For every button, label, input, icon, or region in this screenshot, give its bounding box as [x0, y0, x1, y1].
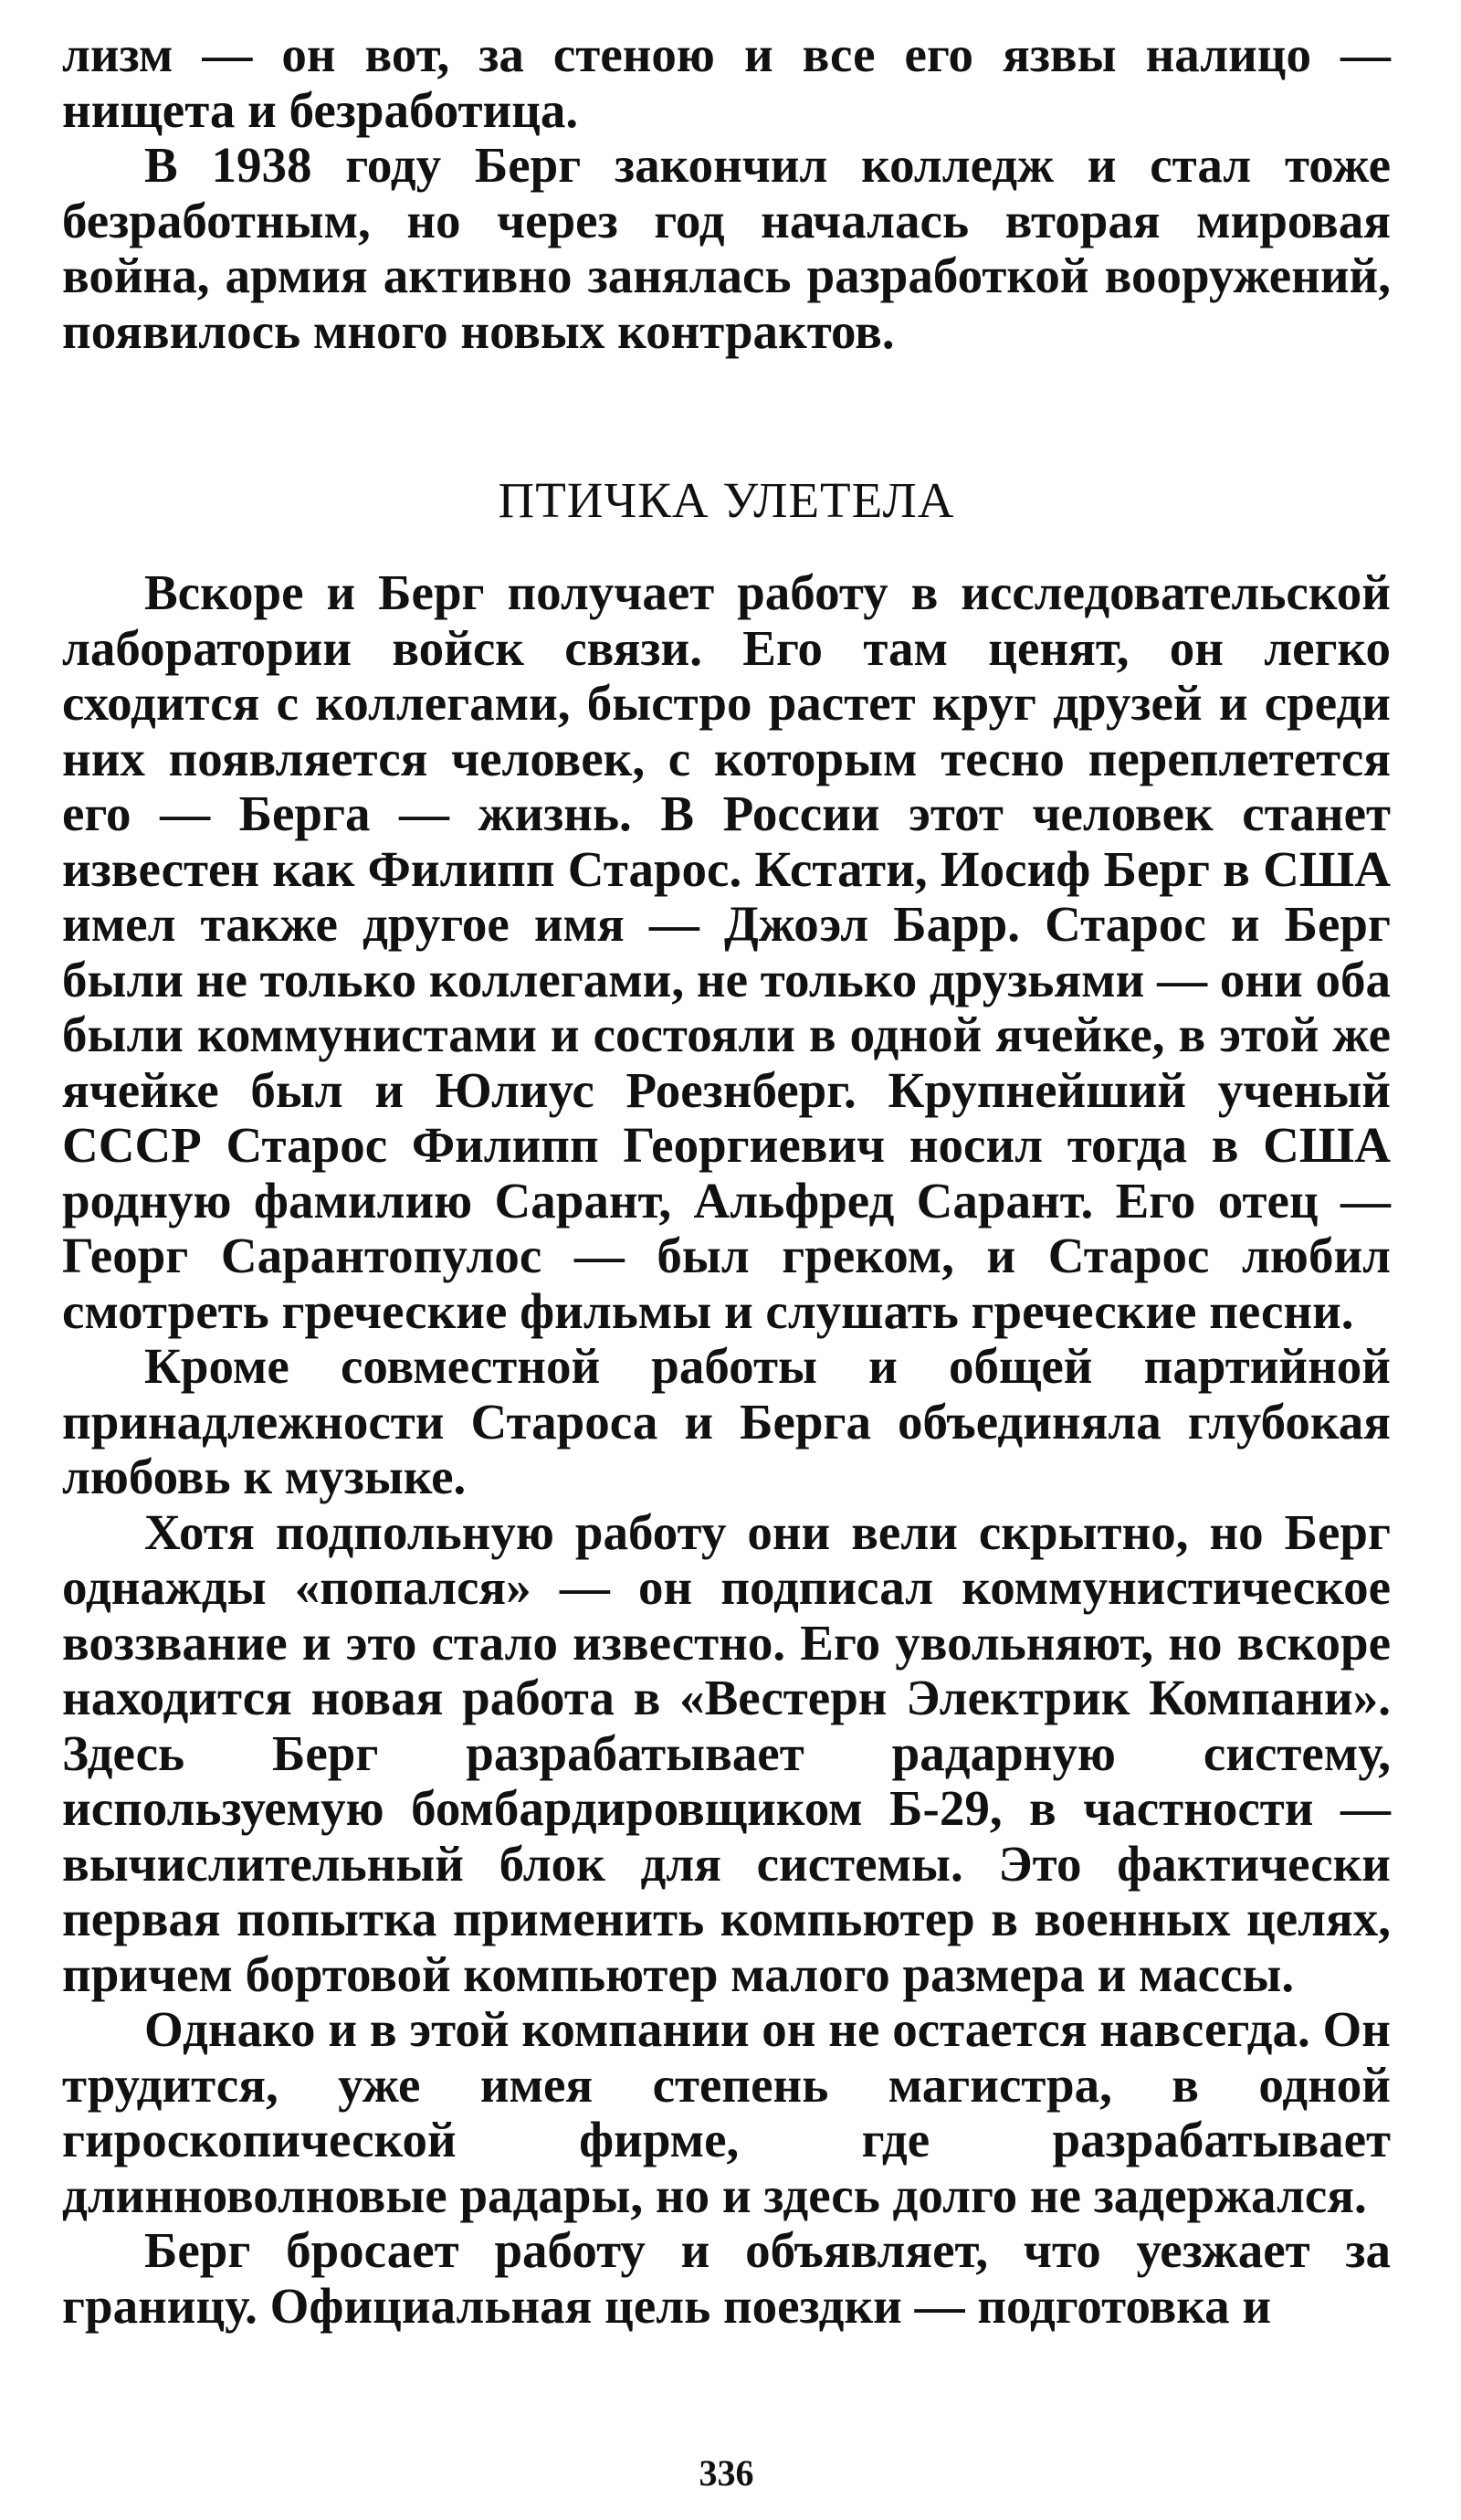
- paragraph-continued: лизм — он вот, за стеною и все его язвы налицо — нищета и безработица.: [62, 26, 1391, 138]
- paragraph: Кроме совместной работы и общей партийной принадлежности Староса и Берга объединяла глубокая любовь к музыке.: [62, 1338, 1391, 1504]
- section-heading: ПТИЧКА УЛЕТЕЛА: [498, 472, 955, 528]
- page-number: 336: [699, 2452, 754, 2494]
- paragraph: Вскоре и Берг получает работу в исследовательской лаборатории войск связи. Его там ценят, он легко сходится с коллегами, быстро растет круг друзей и среди них появляется человек, с которым тесно переплетется его — Берга — жизнь. В России этот человек станет известен как Филипп Старос. Кстати, Иосиф Берг в США имел также другое имя — Джоэл Барр. Старос и Берг были не только коллегами, не только друзьями — они оба были коммунистами и состояли в одной ячейке, в этой же ячейке был и Юлиус Роезнберг. Крупнейший ученый СССР Старос Филипп Георгиевич носил тогда в США родную фамилию Сарант, Альфред Сарант. Его отец — Георг Сарантопулос — был греком, и Старос любил смотреть греческие фильмы и слушать греческие песни.: [62, 564, 1391, 1339]
- paragraph: Однако и в этой компании он не остается навсегда. Он трудится, уже имея степень магистра, в одной гироскопической фирме, где разрабатывает длинноволновые радары, но и здесь долго не задержался.: [62, 2001, 1391, 2223]
- paragraph: В 1938 году Берг закончил колледж и стал тоже безработным, но через год началась вторая мировая война, армия активно занялась разработкой вооружений, появилось много новых контрактов.: [62, 137, 1391, 359]
- book-page: [62, 27, 1391, 2494]
- paragraph: Хотя подпольную работу они вели скрытно, но Берг однажды «попался» — он подписал коммунистическое воззвание и это стало известно. Его увольняют, но вскоре находится новая работа в «Вестерн Электрик Компани». Здесь Берг разрабатывает радарную систему, используемую бомбардировщиком Б-29, в частности — вычислительный блок для системы. Это фактически первая попытка применить компьютер в военных целях, причем бортовой компьютер малого размера и массы.: [62, 1503, 1391, 2002]
- paragraph: Берг бросает работу и объявляет, что уезжает за границу. Официальная цель поездки — подготовка и: [62, 2222, 1391, 2334]
